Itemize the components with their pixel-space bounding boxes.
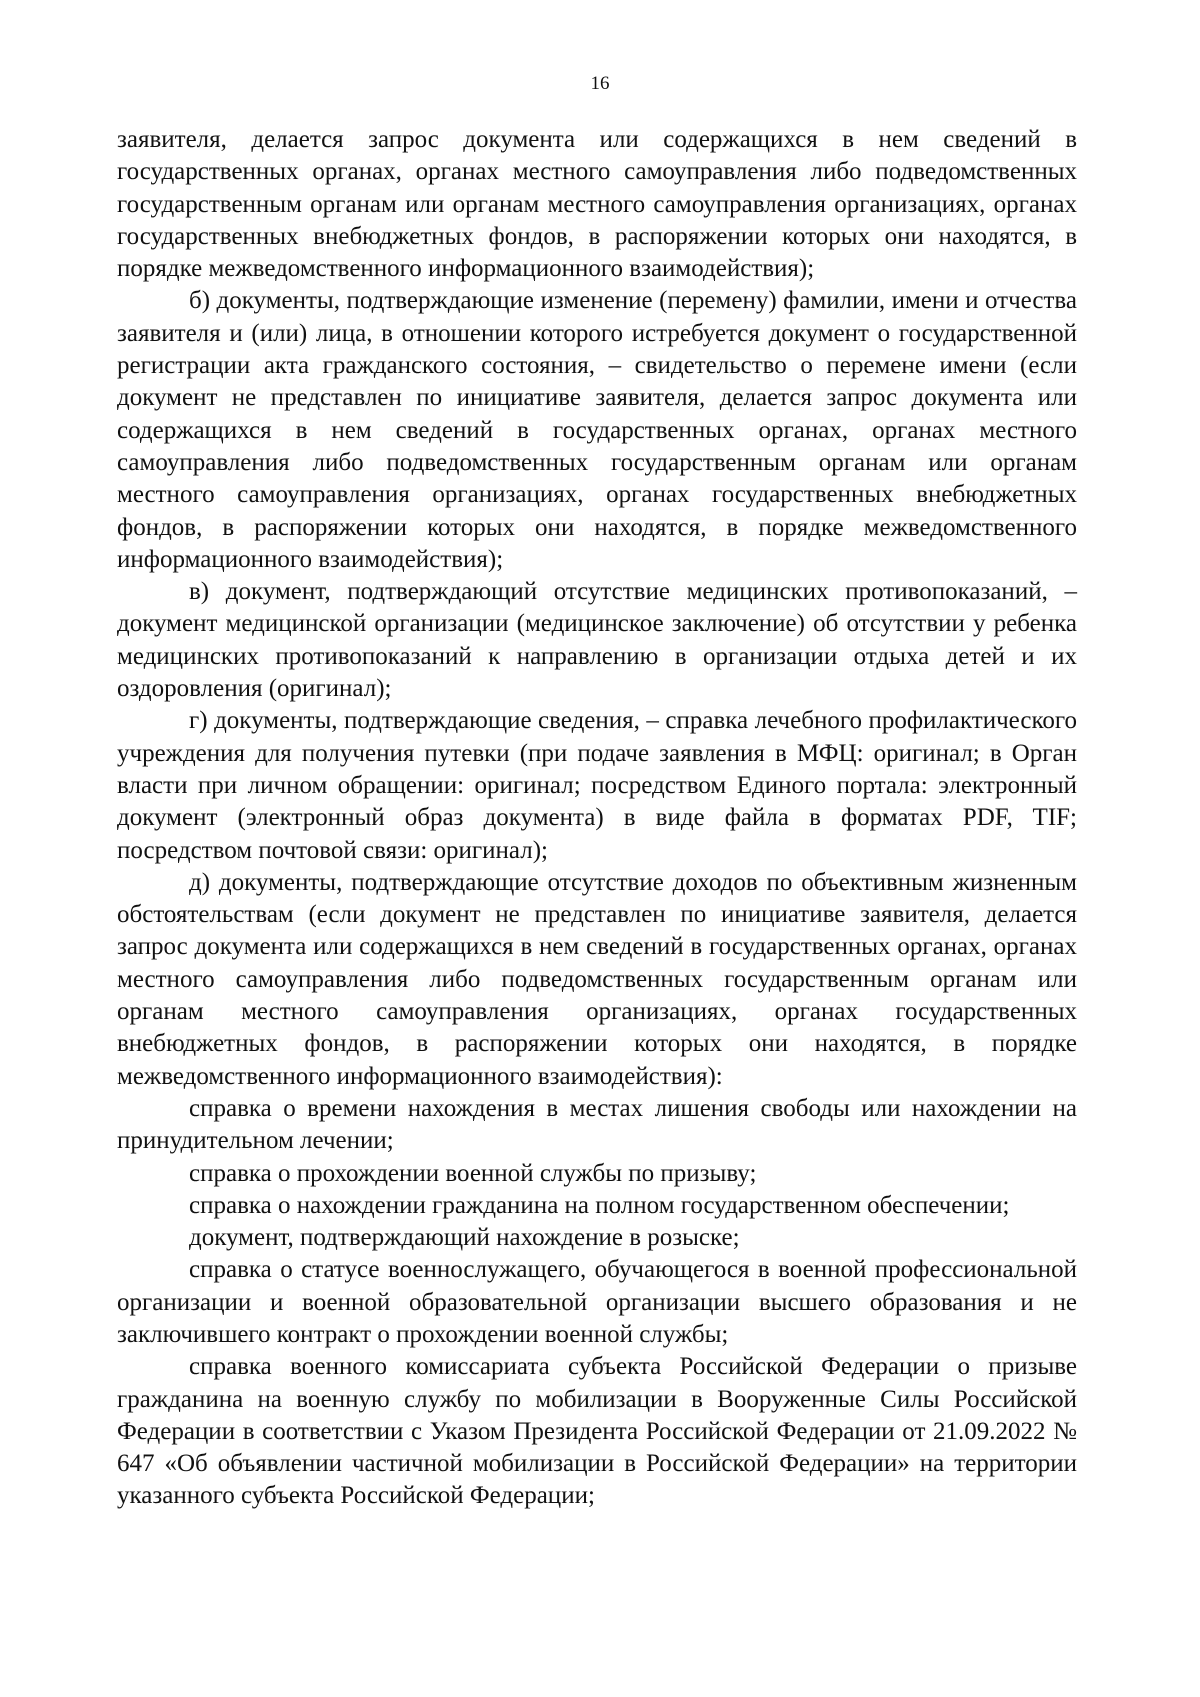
paragraph-item-g: г) документы, подтверждающие сведения, – справка лечебного профилактического учреждения для получения путевки (при подаче заявления в МФЦ: оригинал; в Орган власти при личном обращении: оригинал; посредством Единого портала: электронный документ (электронный образ документа) в виде файла в форматах PDF, TIF; посредством почтовой связи: оригинал); — [117, 707, 1077, 864]
paragraph-certificate-state-support: справка о нахождении гражданина на полном государственном обеспечении; — [189, 1191, 1010, 1219]
paragraph-certificate-military-service: справка о прохождении военной службы по призыву; — [189, 1159, 757, 1187]
paragraph-certificate-detention: справка о времени нахождения в местах лишения свободы или нахождении на принудительном лечении; — [117, 1094, 1077, 1155]
paragraph-continuation: заявителя, делается запрос документа или содержащихся в нем сведений в государственных органах, органах местного самоуправления либо подведомственных государственным органам или органам местного самоуправления организациях, органах государственных внебюджетных фондов, в распоряжении которых они находятся, в порядке межведомственного информационного взаимодействия); — [117, 126, 1077, 283]
paragraph-certificate-mobilization: справка военного комиссариата субъекта Российской Федерации о призыве гражданина на военную службу по мобилизации в Вооруженные Силы Российской Федерации в соответствии с Указом Президента Российской Федерации от 21.09.2022 № 647 «Об объявлении частичной мобилизации в Российской Федерации» на территории указанного субъекта Российской Федерации; — [117, 1353, 1077, 1510]
paragraph-item-d: д) документы, подтверждающие отсутствие доходов по объективным жизненным обстоятельствам (если документ не представлен по инициативе заявителя, делается запрос документа или содержащихся в нем сведений в государственных органах, органах местного самоуправления либо подведомственных государственным органам или органам местного самоуправления организациях, органах государственных внебюджетных фондов, в распоряжении которых они находятся, в порядке межведомственного информационного взаимодействия): — [117, 868, 1077, 1090]
page-number: 16 — [590, 73, 610, 94]
paragraph-item-b: б) документы, подтверждающие изменение (перемену) фамилии, имени и отчества заявителя и (или) лица, в отношении которого истребуется документ о государственной регистрации акта гражданского состояния, – свидетельство о перемене имени (если документ не представлен по инициативе заявителя, делается запрос документа или содержащихся в нем сведений в государственных органах, органах местного самоуправления либо подведомственных государственным органам или органам местного самоуправления организациях, органах государственных внебюджетных фондов, в распоряжении которых они находятся, в порядке межведомственного информационного взаимодействия); — [117, 287, 1077, 573]
paragraph-item-v: в) документ, подтверждающий отсутствие медицинских противопоказаний, – документ медицинской организации (медицинское заключение) об отсутствии у ребенка медицинских противопоказаний к направлению в организации отдыха детей и их оздоровления (оригинал); — [117, 578, 1077, 703]
body-text — [117, 124, 1077, 1513]
paragraph-document-wanted: документ, подтверждающий нахождение в розыске; — [189, 1224, 740, 1252]
paragraph-certificate-military-student: справка о статусе военнослужащего, обучающегося в военной профессиональной организации и военной образовательной организации высшего образования и не заключившего контракт о прохождении военной службы; — [117, 1256, 1077, 1348]
